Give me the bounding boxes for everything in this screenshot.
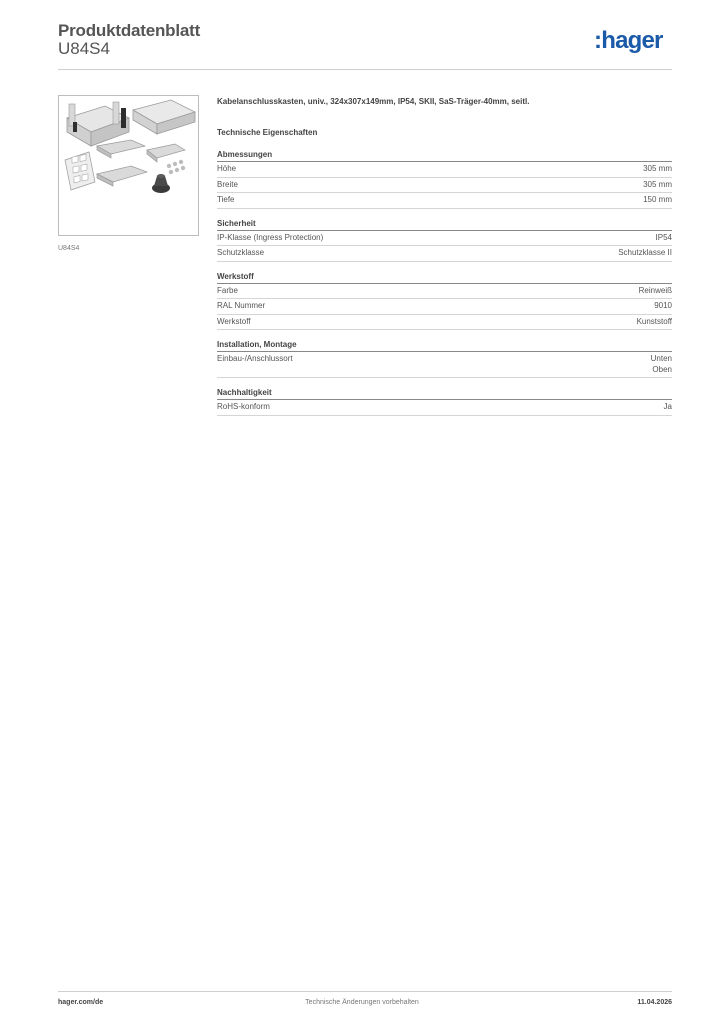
spec-value <box>654 301 672 312</box>
spec-row <box>217 299 672 315</box>
spec-value-line: Schutzklasse II <box>618 248 672 257</box>
group-title: Werkstoff <box>217 272 672 284</box>
spec-group-sicherheit <box>217 219 672 262</box>
product-description: Kabelanschlusskasten, univ., 324x307x149mm, IP54, SKII, SaS-Träger-40mm, seitl. <box>217 97 530 106</box>
spec-value <box>637 317 672 328</box>
spec-group-werkstoff <box>217 272 672 331</box>
spec-value <box>664 402 672 413</box>
spec-row <box>217 162 672 178</box>
product-code: U84S4 <box>58 39 110 58</box>
spec-row <box>217 284 672 300</box>
spec-value-line: Unten <box>650 354 672 363</box>
spec-label: Tiefe <box>217 195 235 204</box>
product-illustration <box>59 96 200 237</box>
spec-label: Breite <box>217 179 238 189</box>
spec-value <box>656 233 672 244</box>
spec-value <box>643 180 672 191</box>
spec-group-nachhaltigkeit <box>217 388 672 416</box>
footer-website-link[interactable]: hager.com/de <box>58 999 104 1006</box>
group-title: Sicherheit <box>217 219 672 231</box>
spec-value-line: 9010 <box>654 301 672 310</box>
group-title: Installation, Montage <box>217 340 672 352</box>
spec-label: Einbau-/Anschlussort <box>217 354 293 363</box>
group-title: Abmessungen <box>217 150 672 162</box>
spec-value <box>639 286 672 297</box>
spec-label: Farbe <box>217 285 238 295</box>
spec-row <box>217 178 672 194</box>
spec-group-installation <box>217 340 672 378</box>
spec-value <box>618 248 672 259</box>
spec-label: IP-Klasse (Ingress Protection) <box>217 232 324 242</box>
hager-logo <box>594 27 663 55</box>
spec-value-line: 150 mm <box>643 195 672 204</box>
spec-value <box>651 354 672 375</box>
spec-value-line: IP54 <box>655 232 672 242</box>
page-title: Produktdatenblatt <box>58 21 201 40</box>
footer-note: Technische Änderungen vorbehalten <box>305 999 419 1006</box>
specifications <box>217 97 672 416</box>
spec-value-line: Oben <box>652 364 672 374</box>
spec-row <box>217 246 672 262</box>
spec-label: RAL Nummer <box>217 301 266 310</box>
spec-label: Werkstoff <box>217 316 251 326</box>
spec-value <box>643 195 672 206</box>
group-title: Nachhaltigkeit <box>217 388 672 400</box>
spec-value-line: Reinweiß <box>638 285 672 295</box>
spec-label: RoHS-konform <box>217 402 270 411</box>
spec-label: Höhe <box>217 164 237 173</box>
spec-label: Schutzklasse <box>217 248 265 257</box>
spec-value-line: 305 mm <box>643 179 672 189</box>
footer-divider <box>58 991 672 992</box>
spec-row <box>217 231 672 247</box>
logo-colon-mark: : <box>594 27 602 54</box>
spec-row <box>217 315 672 331</box>
spec-value-line: Kunststoff <box>636 316 672 326</box>
header-divider <box>58 69 672 70</box>
spec-group-abmessungen <box>217 150 672 209</box>
image-caption: U84S4 <box>58 245 80 252</box>
footer-date: 11.04.2026 <box>637 999 672 1006</box>
spec-row <box>217 193 672 209</box>
product-image <box>58 95 199 236</box>
spec-value-line: 305 mm <box>643 164 672 173</box>
spec-row <box>217 400 672 416</box>
logo-text: hager <box>601 27 663 54</box>
section-heading: Technische Eigenschaften <box>217 128 318 137</box>
spec-value <box>643 164 672 175</box>
spec-value-line: Ja <box>663 402 672 411</box>
spec-row <box>217 352 672 378</box>
